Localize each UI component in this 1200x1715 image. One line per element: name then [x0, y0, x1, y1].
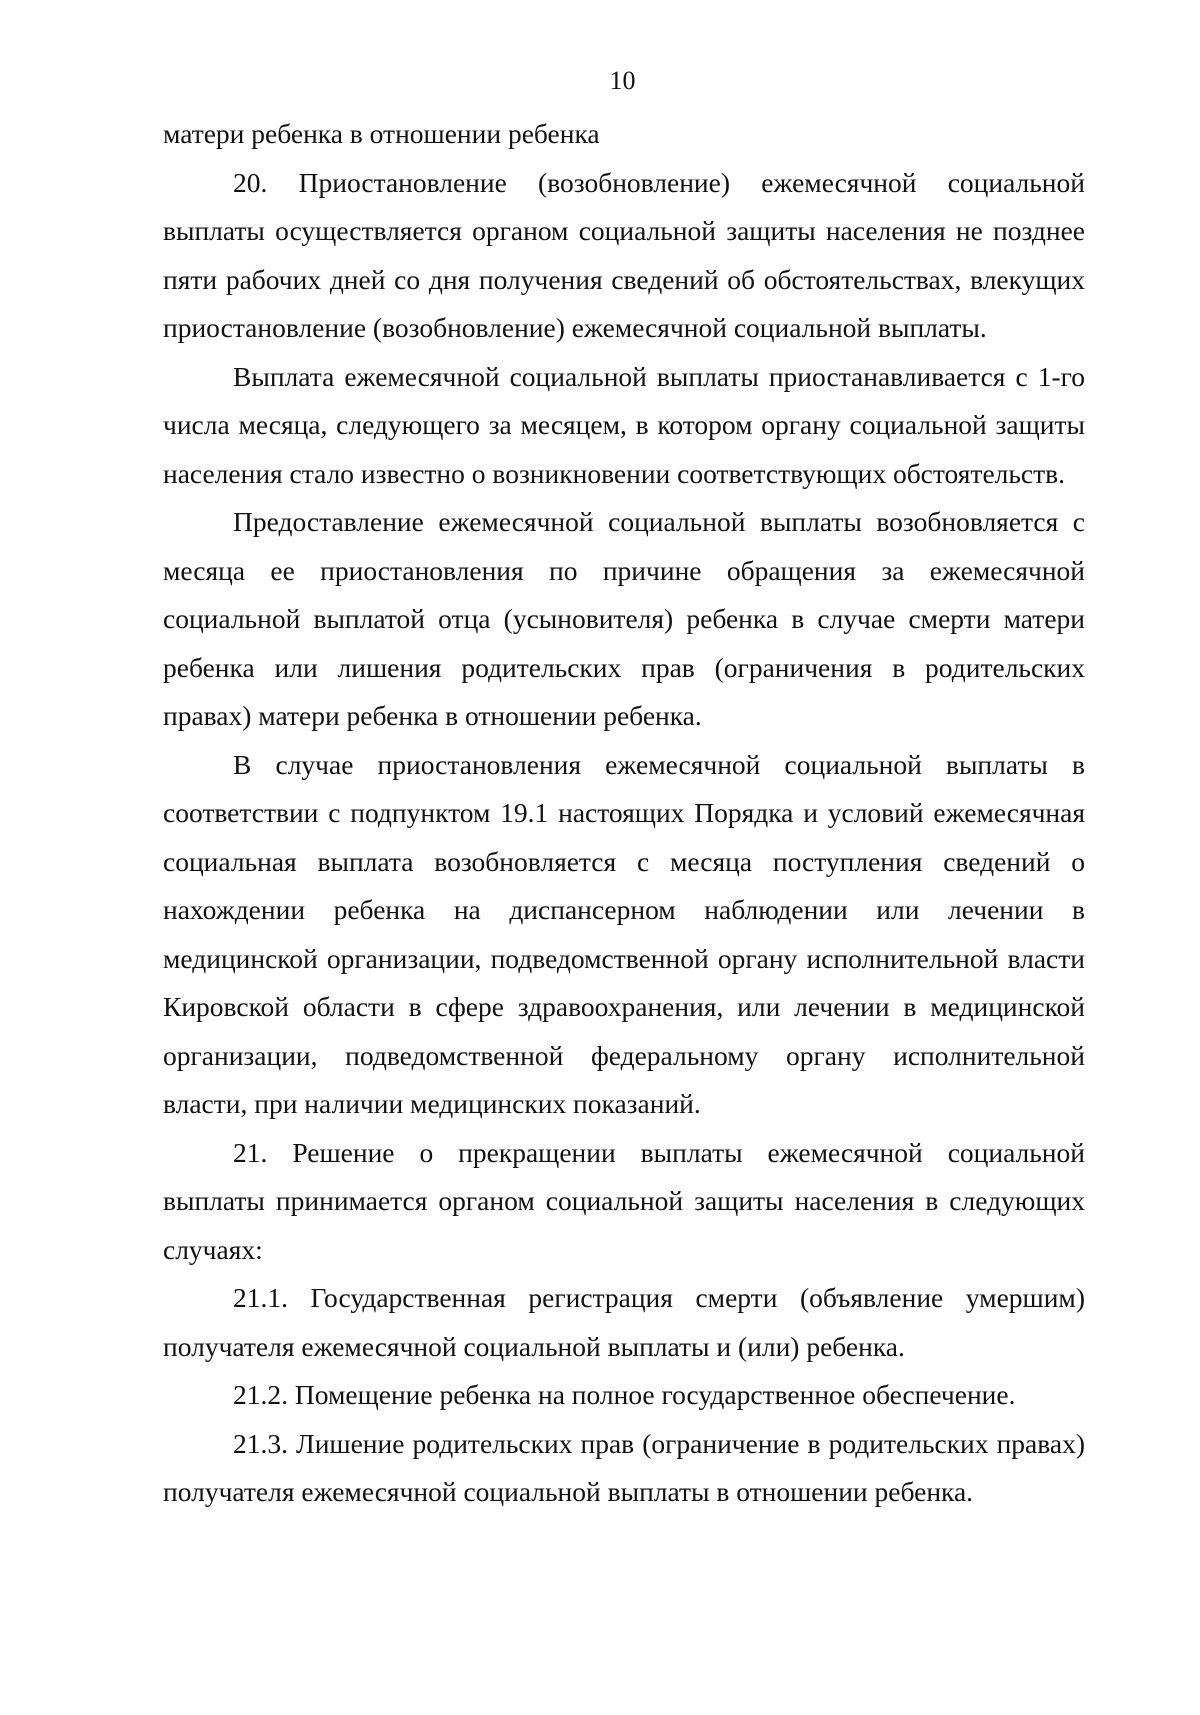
paragraph-item-21-1: 21.1. Государственная регистрация смерти (объявление умершим) получателя ежемесячной социальной выплаты и (или) ребенка.: [163, 1282, 1085, 1362]
paragraph-item-20: 20. Приостановление (возобновление) ежемесячной социальной выплаты осуществляется органом социальной защиты населения не позднее пяти рабочих дней со дня получения сведений об обстоятельствах, влекущих приостановление (возобновление) ежемесячной социальной выплаты.: [163, 166, 1085, 343]
paragraph-suspension-start: Выплата ежемесячной социальной выплаты приостанавливается с 1-го числа месяца, следующего за месяцем, в котором органу социальной защиты населения стало известно о возникновении соответствующих обстоятельств.: [163, 360, 1085, 489]
paragraph-resumption-father: Предоставление ежемесячной социальной выплаты возобновляется с месяца ее приостановления по причине обращения за ежемесячной социальной выплатой отца (усыновителя) ребенка в случае смерти матери ребенка или лишения родительских прав (ограничения в родительских правах) матери ребенка в отношении ребенка.: [163, 506, 1085, 731]
paragraph-item-21-3: 21.3. Лишение родительских прав (ограничение в родительских правах) получателя ежемесячной социальной выплаты в отношении ребенка.: [163, 1427, 1085, 1507]
paragraph-resumption-medical: В случае приостановления ежемесячной социальной выплаты в соответствии с подпунктом 19.1 настоящих Порядка и условий ежемесячная социальная выплата возобновляется с месяца поступления сведений о нахождении ребенка на диспансерном наблюдении или лечении в медицинской организации, подведомственной органу исполнительной власти Кировской области в сфере здравоохранения, или лечении в медицинской организации, подведомственной федеральному органу исполнительной власти, при наличии медицинских показаний.: [163, 748, 1085, 1119]
paragraph-item-21-2: 21.2. Помещение ребенка на полное государственное обеспечение.: [233, 1379, 1016, 1410]
page-number: 10: [609, 66, 636, 95]
paragraph-continuation: матери ребенка в отношении ребенка: [163, 118, 600, 149]
paragraph-item-21: 21. Решение о прекращении выплаты ежемесячной социальной выплаты принимается органом социальной защиты населения в следующих случаях:: [163, 1136, 1085, 1265]
document-body: [163, 110, 1085, 1517]
